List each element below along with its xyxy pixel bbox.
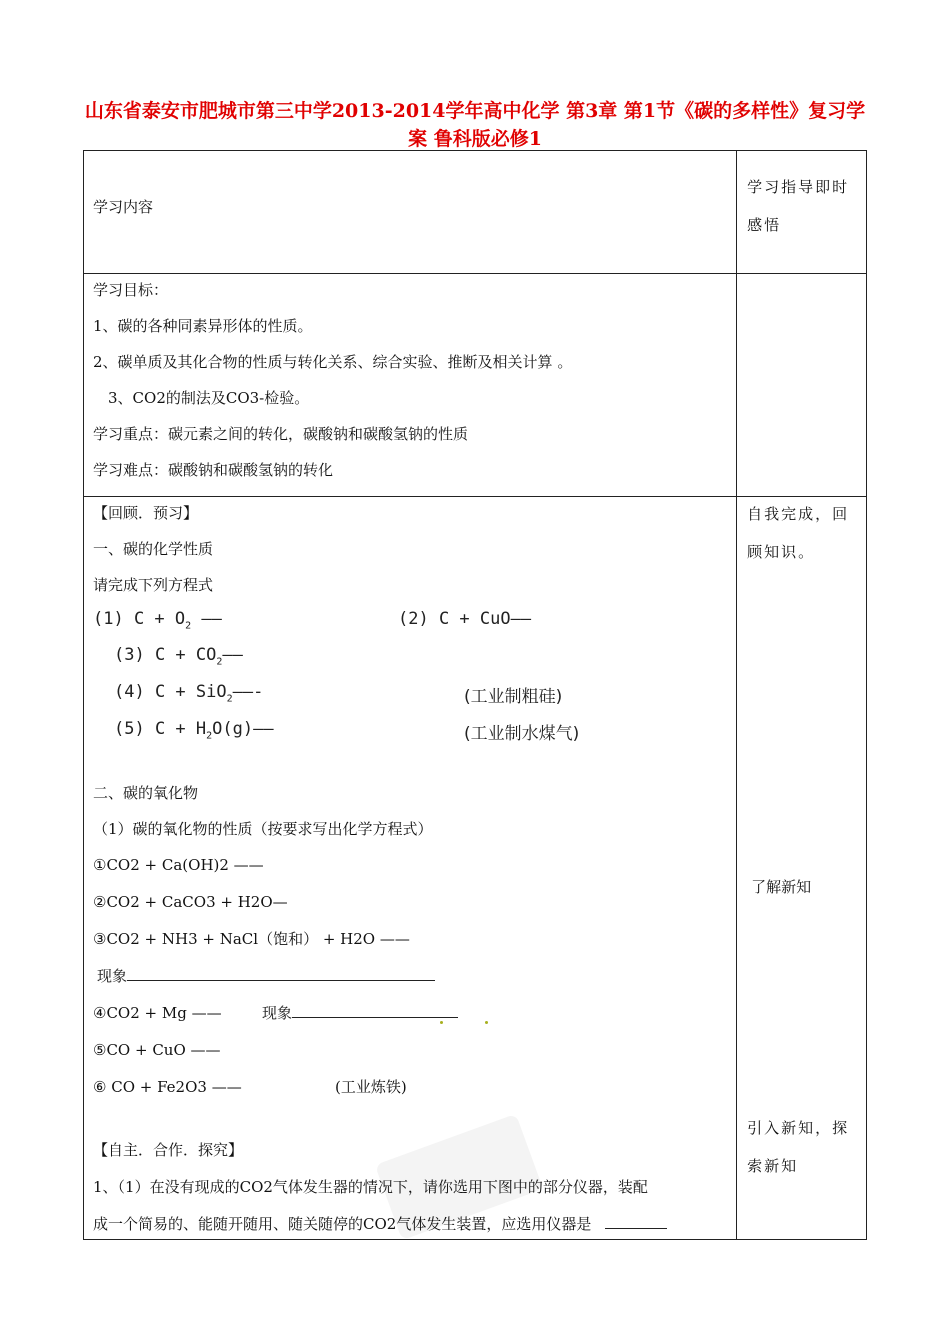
answer-blank[interactable] (605, 1214, 667, 1229)
phenomenon-line: 现象 (262, 1003, 458, 1023)
equation-4-note: (工业制粗硅) (464, 687, 563, 707)
objectives-heading: 学习目标： (93, 281, 169, 299)
side-note: 引入新知，探索新知 (747, 1119, 850, 1175)
question-item: ②CO2 + CaCO3 + H2O— (93, 893, 288, 911)
equation-4: (4) C + SiO$_2$——- (114, 682, 264, 705)
explore-question: 1、（1）在没有现成的CO2气体发生器的情况下，请你选用下图中的部分仪器，装配 (93, 1178, 648, 1196)
side-note: 自我完成，回顾知识。 (747, 505, 850, 561)
objective-item: 1、碳的各种同素异形体的性质。 (93, 317, 313, 335)
review-side-cell (737, 497, 867, 1240)
page-title: 山东省泰安市肥城市第三中学2013-2014学年高中化学 第3章 第1节《碳的多样性》复习学案 鲁科版必修1 (84, 100, 866, 150)
question-item: ⑥ CO + Fe2O3 —— (93, 1078, 242, 1096)
study-table (83, 150, 867, 1240)
question-item: ③CO2 + NH3 + NaCl（饱和） + H2O —— (93, 930, 410, 948)
equation-3: (3) $C + CO_2——$ (114, 645, 243, 668)
subsection-heading: （1）碳的氧化物的性质（按要求写出化学方程式） (93, 820, 433, 838)
equation-5-note: (工业制水煤气) (464, 724, 580, 744)
answer-blank[interactable] (127, 966, 435, 981)
objectives-side-cell (737, 274, 867, 497)
difficulty: 学习难点：碳酸钠和碳酸氢钠的转化 (93, 461, 334, 479)
question-item: ④CO2 + Mg —— (93, 1004, 222, 1022)
question-item: ⑤CO + CuO —— (93, 1041, 221, 1059)
equation-5: (5) $C + H_2O(g)——$ (114, 719, 274, 742)
objectives-cell (84, 274, 737, 497)
review-heading: 【回顾．预习】 (93, 504, 199, 522)
objective-item: 3、CO2的制法及CO3-检验。 (108, 389, 310, 407)
section-heading: 一、碳的化学性质 (93, 540, 214, 558)
explore-question: 成一个简易的、能随开随用、随关随停的CO2气体发生装置，应选用仪器是 (93, 1214, 667, 1234)
content-label: 学习内容 (93, 198, 154, 216)
key-point: 学习重点：碳元素之间的转化，碳酸钠和碳酸氢钠的性质 (93, 425, 469, 443)
explore-heading: 【自主．合作．探究】 (93, 1141, 244, 1159)
review-cell (84, 497, 737, 1240)
header-side-cell (737, 151, 867, 274)
section-heading: 二、碳的氧化物 (93, 784, 199, 802)
side-label: 学习指导即时感悟 (747, 178, 850, 234)
question-item: ①CO2 + Ca(OH)2 —— (93, 856, 264, 874)
objective-item: 2、碳单质及其化合物的性质与转化关系、综合实验、推断及相关计算 。 (93, 353, 573, 371)
instruction: 请完成下列方程式 (93, 576, 214, 594)
phenomenon-line: 现象 (97, 966, 435, 986)
equation-1: (1) $C + O_2$ —— (93, 609, 222, 632)
mark-dot (440, 1021, 443, 1024)
side-note: 了解新知 (751, 878, 812, 896)
mark-dot (485, 1021, 488, 1024)
equation-2: (2) C + CuO—— (398, 609, 532, 629)
header-content-cell (84, 151, 737, 274)
answer-blank[interactable] (292, 1003, 458, 1018)
question-note: (工业炼铁) (335, 1078, 407, 1096)
